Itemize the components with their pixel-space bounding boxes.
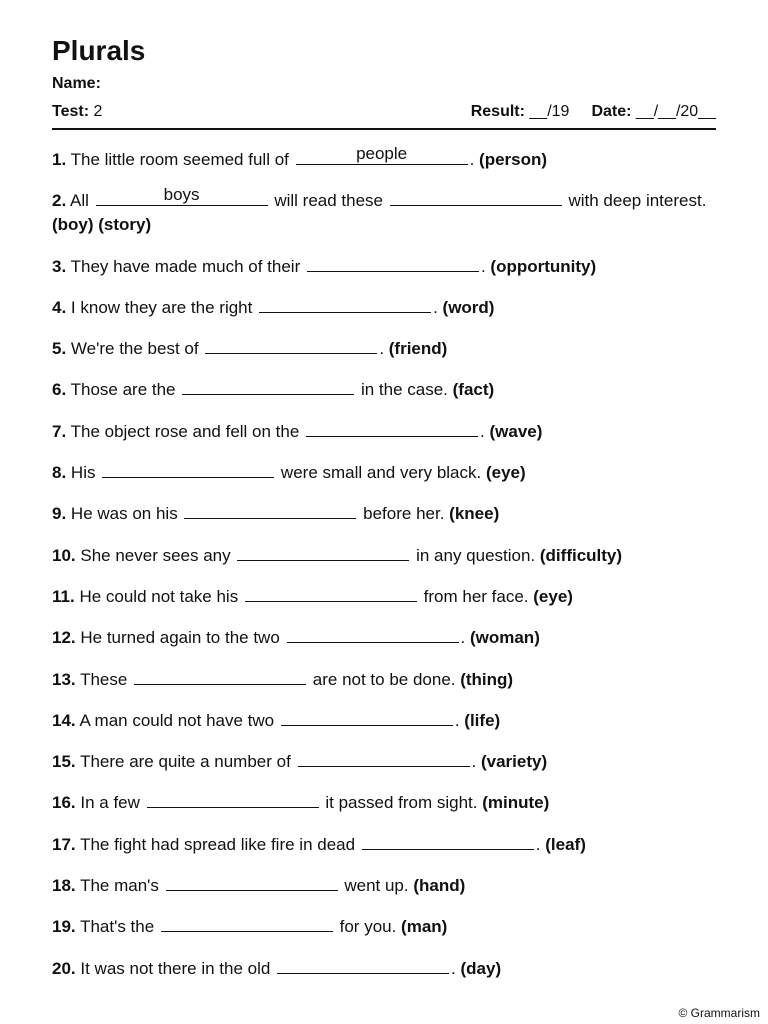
question-item <box>52 709 716 733</box>
hint-word: (eye) <box>533 586 573 606</box>
question-text: He could not take his <box>79 586 243 606</box>
worksheet <box>52 34 716 998</box>
question-item <box>52 750 716 774</box>
question-item <box>52 337 716 361</box>
hint-word: (leaf) <box>545 834 586 854</box>
answer-blank[interactable] <box>245 585 417 602</box>
question-number: 1. <box>52 150 67 169</box>
question-item <box>52 791 716 815</box>
question-text: He turned again to the two <box>80 628 285 648</box>
question-text: from her face. <box>418 586 534 606</box>
question-number: 3. <box>52 256 67 276</box>
question-text: These <box>80 669 133 689</box>
question-text: She never sees any <box>80 545 236 565</box>
question-item <box>52 957 716 981</box>
question-item <box>52 833 716 857</box>
hint-word: (fact) <box>452 380 495 400</box>
question-item <box>52 585 716 609</box>
question-text: in the case. <box>356 380 453 400</box>
result-date <box>471 102 716 122</box>
question-number: 12. <box>52 628 76 648</box>
question-text: His <box>70 463 101 483</box>
question-number: 20. <box>52 958 76 978</box>
question-number: 10. <box>52 545 76 565</box>
hint-word: (wave) <box>489 421 543 441</box>
question-text: . <box>471 752 481 772</box>
question-text: . <box>535 834 546 854</box>
date-label: Date: <box>591 103 632 120</box>
hint-word: (day) <box>460 958 502 978</box>
page-title: Plurals <box>52 35 146 66</box>
question-text: . <box>433 297 443 317</box>
question-number: 14. <box>52 710 76 730</box>
question-item <box>52 874 716 898</box>
hint-word: (knee) <box>449 504 500 524</box>
question-number: 19. <box>52 917 76 937</box>
result-value: __/19 <box>529 103 570 120</box>
question-item <box>52 378 716 402</box>
test-row <box>52 102 716 122</box>
answer-blank[interactable] <box>184 502 356 519</box>
question-number: 6. <box>52 380 67 400</box>
question-item <box>52 185 716 237</box>
question-number: 5. <box>52 339 67 359</box>
answer-blank[interactable] <box>134 668 306 685</box>
answer-blank[interactable] <box>306 420 478 437</box>
question-number: 2. <box>52 191 67 211</box>
question-number: 13. <box>52 669 76 689</box>
answer-text: boys <box>163 185 200 205</box>
date-value: __/__/20__ <box>635 103 716 120</box>
answer-blank[interactable] <box>287 626 459 643</box>
question-text: The object rose and fell on the <box>70 421 305 441</box>
question-item <box>52 420 716 444</box>
hint-word: (thing) <box>460 669 514 689</box>
hint-word: (hand) <box>413 876 466 896</box>
header-divider <box>52 128 716 130</box>
question-text: There are quite a number of <box>80 752 296 772</box>
answer-blank[interactable] <box>96 185 268 206</box>
question-text: in any question. <box>411 545 540 565</box>
answer-blank[interactable] <box>259 296 431 313</box>
hint-word: (difficulty) <box>539 545 623 565</box>
question-text: The little room seemed full of <box>70 150 294 169</box>
hint-word: (friend) <box>388 339 448 359</box>
answer-blank[interactable] <box>161 915 333 932</box>
question-text: . <box>460 628 470 648</box>
hint-word: (opportunity) <box>490 256 597 276</box>
name-label: Name: <box>52 75 101 92</box>
answer-blank[interactable] <box>166 874 338 891</box>
copyright: © Grammarism <box>678 1006 760 1020</box>
question-text: I know they are the right <box>70 297 258 317</box>
question-text: A man could not have two <box>79 710 279 730</box>
question-item <box>52 144 716 172</box>
hint-word: (minute) <box>482 793 550 813</box>
question-text: it passed from sight. <box>320 793 483 813</box>
question-text: for you. <box>334 917 402 937</box>
answer-blank[interactable] <box>237 544 409 561</box>
question-item <box>52 296 716 320</box>
question-number: 17. <box>52 834 76 854</box>
hint-word: (boy) (story) <box>52 215 152 235</box>
question-text: went up. <box>339 876 414 896</box>
answer-blank[interactable] <box>298 750 470 767</box>
question-text: . <box>451 958 461 978</box>
answer-blank[interactable] <box>362 833 534 850</box>
question-item <box>52 668 716 692</box>
hint-word: (woman) <box>469 628 540 648</box>
answer-blank[interactable] <box>205 337 377 354</box>
question-text: . <box>379 339 389 359</box>
question-text: They have made much of their <box>70 256 305 276</box>
answer-blank[interactable] <box>307 255 479 272</box>
question-text: That's the <box>80 917 159 937</box>
question-number: 11. <box>52 586 75 606</box>
question-item <box>52 544 716 568</box>
question-text: The fight had spread like fire in dead <box>80 834 360 854</box>
question-number: 16. <box>52 793 76 813</box>
question-number: 18. <box>52 876 76 896</box>
hint-word: (man) <box>401 917 448 937</box>
hint-word: (variety) <box>480 752 548 772</box>
date-field <box>591 102 716 122</box>
name-row <box>52 74 716 94</box>
result-label: Result: <box>470 103 525 120</box>
question-text: Those are the <box>70 380 181 400</box>
question-text: The man's <box>80 876 164 896</box>
test-value: 2 <box>93 103 103 120</box>
answer-blank[interactable] <box>147 791 319 808</box>
question-text: He was on his <box>70 504 183 524</box>
question-text: with deep interest. <box>563 191 707 211</box>
question-number: 4. <box>52 297 67 317</box>
question-number: 15. <box>52 752 76 772</box>
question-number: 7. <box>52 421 67 441</box>
question-text: are not to be done. <box>308 669 461 689</box>
answer-blank[interactable] <box>296 144 468 165</box>
question-list <box>52 144 716 981</box>
answer-blank[interactable] <box>102 461 274 478</box>
answer-blank[interactable] <box>277 957 449 974</box>
question-text: . <box>469 150 480 169</box>
answer-text: people <box>356 144 408 163</box>
question-text: In a few <box>80 793 145 813</box>
question-text: . <box>480 421 490 441</box>
question-item <box>52 461 716 485</box>
answer-blank[interactable] <box>281 709 453 726</box>
hint-word: (eye) <box>485 463 526 483</box>
question-item <box>52 915 716 939</box>
question-text: before her. <box>358 504 450 524</box>
answer-blank[interactable] <box>182 378 354 395</box>
question-item <box>52 255 716 279</box>
question-text: . <box>480 256 491 276</box>
question-text: It was not there in the old <box>80 958 276 978</box>
question-text: were small and very black. <box>276 463 486 483</box>
test-label: Test: <box>52 103 90 120</box>
hint-word: (word) <box>442 297 495 317</box>
question-item <box>52 502 716 526</box>
question-text: All <box>69 191 94 211</box>
question-text: We're the best of <box>70 339 204 359</box>
question-item <box>52 626 716 650</box>
question-number: 9. <box>52 504 67 524</box>
hint-word: (person) <box>479 150 548 169</box>
answer-blank[interactable] <box>390 189 562 206</box>
test-info <box>52 102 102 122</box>
question-number: 8. <box>52 463 67 483</box>
question-text: . <box>454 710 465 730</box>
hint-word: (life) <box>464 710 501 730</box>
question-text: will read these <box>269 191 388 211</box>
result-field <box>471 102 570 122</box>
